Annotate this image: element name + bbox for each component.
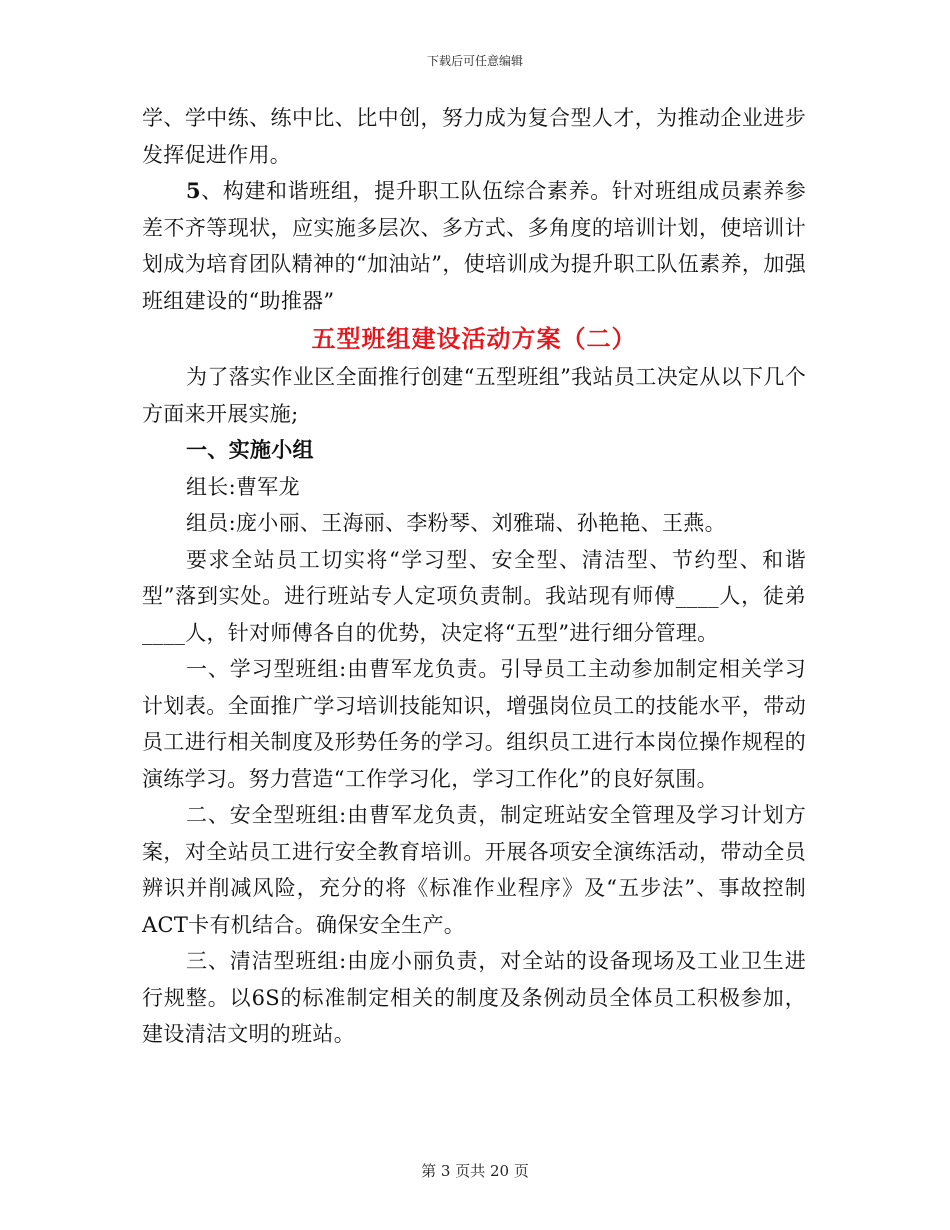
paragraph-clean-team: 三、清洁型班组:由庞小丽负责，对全站的设备现场及工业卫生进行规整。以6S的标准制定相关的制度及条例动员全体员工积极参加，建设清洁文明的班站。 [142,949,806,1046]
item-text: 、构建和谐班组，提升职工队伍综合素养。针对班组成员素养参差不齐等现状，应实施多层次、多方式、多角度的培训计划，使培训计划成为培育团队精神的“加油站”，使培训成为提升职工队伍素养，加强班组建设的“助推器” [142,179,806,313]
paragraph-learning-team: 一、学习型班组:由曹军龙负责。引导员工主动参加制定相关学习计划表。全面推广学习培训技能知识，增强岗位员工的技能水平，带动员工进行相关制度及形势任务的学习。组织员工进行本岗位操作规程的演练学习。努力营造“工作学习化，学习工作化”的良好氛围。 [142,657,806,791]
document-body [142,100,806,1053]
page-footer: 第 3 页共 20 页 [421,1162,529,1180]
paragraph-continued: 学、学中练、练中比、比中创，努力成为复合型人才，为推动企业进步发挥促进作用。 [142,106,806,167]
paragraph-group-members: 组员:庞小丽、王海丽、李粉琴、刘雅瑞、孙艳艳、王燕。 [186,511,726,535]
section-title: 五型班组建设活动方案（二） [311,324,637,353]
paragraph-intro: 为了落实作业区全面推行创建“五型班组”我站员工决定从以下几个方面来开展实施; [142,365,806,426]
page-header: 下载后可任意编辑 [426,54,523,68]
paragraph-item-5 [142,173,806,319]
item-number: 5 [186,178,201,203]
paragraph-requirements: 要求全站员工切实将“学习型、安全型、清洁型、节约型、和谐型”落到实处。进行班站专人定项负责制。我站现有师傅____人，徒弟____人，针对师傅各自的优势，决定将“五型”进行细分管理。 [142,547,806,645]
paragraph-group-leader: 组长:曹军龙 [186,474,300,499]
heading-implementation-group: 一、实施小组 [186,437,314,462]
paragraph-safety-team: 二、安全型班组:由曹军龙负责，制定班站安全管理及学习计划方案，对全站员工进行安全教育培训。开展各项安全演练活动，带动全员辨识并削减风险，充分的将《标准作业程序》及“五步法”、事故控制ACT卡有机结合。确保安全生产。 [142,803,806,937]
